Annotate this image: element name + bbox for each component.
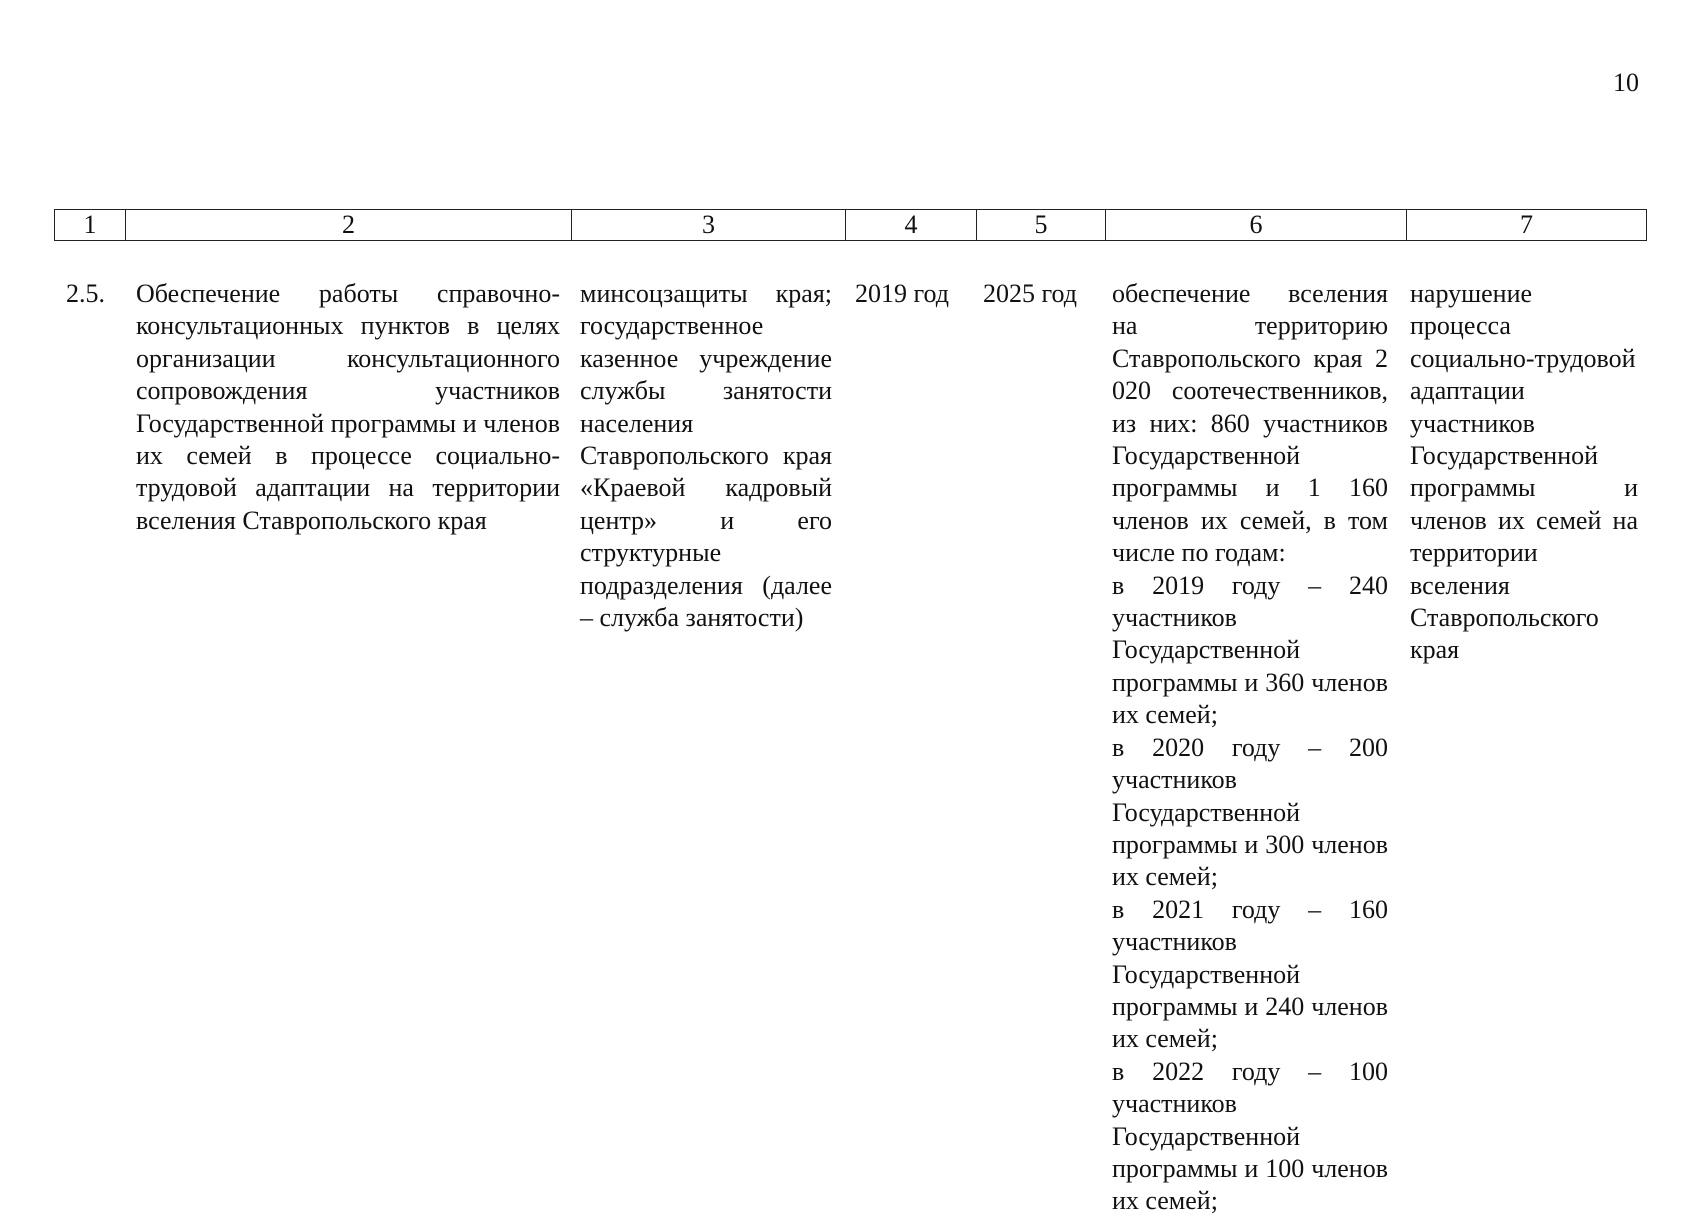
column-number-7: 7 xyxy=(1407,210,1647,241)
start-year: 2019 год xyxy=(855,279,949,308)
expected-result: обеспечение вселения на территорию Ставропольского края 2 020 соотечественников, из них: 860 участников Государственной программы и 1 160 членов их семей, в том числе по годам: в 2019 году – 240 участников Государственной программы и 360 членов их семей; в 2020 году – 200 участников Государственной программы и 300 членов их семей; в 2021 году – 160 участников Государственной программы и 240 членов их семей; в 2022 году – 100 участников Государственной программы и 100 членов их семей; xyxy=(1112,279,1388,1216)
column-number-6: 6 xyxy=(1106,210,1407,241)
activity-description: Обеспечение работы справочно-консультационных пунктов в целях организации консультационного сопровождения участников Государственной программы и членов их семей в процессе социально-трудовой адаптации на территории вселения Ставропольского края xyxy=(136,279,560,535)
column-number-2: 2 xyxy=(126,210,572,241)
header-row xyxy=(55,210,1647,241)
column-number-5: 5 xyxy=(977,210,1106,241)
row-number: 2.5. xyxy=(66,279,105,308)
responsible-executor: минсоцзащиты края; государственное казенное учреждение службы занятости населения Ставропольского края «Краевой кадровый центр» и его структурные подразделения (далее – служба занятости) xyxy=(580,279,832,633)
page-number: 10 xyxy=(1613,68,1639,97)
column-number-4: 4 xyxy=(846,210,977,241)
end-year: 2025 год xyxy=(983,279,1077,308)
column-number-3: 3 xyxy=(572,210,846,241)
column-number-header xyxy=(54,209,1647,241)
non-implementation-consequences: нарушение процесса социально-трудовой адаптации участников Государственной программы и членов их семей на территории вселения Ставропольского края xyxy=(1410,279,1638,665)
column-number-1: 1 xyxy=(55,210,126,241)
